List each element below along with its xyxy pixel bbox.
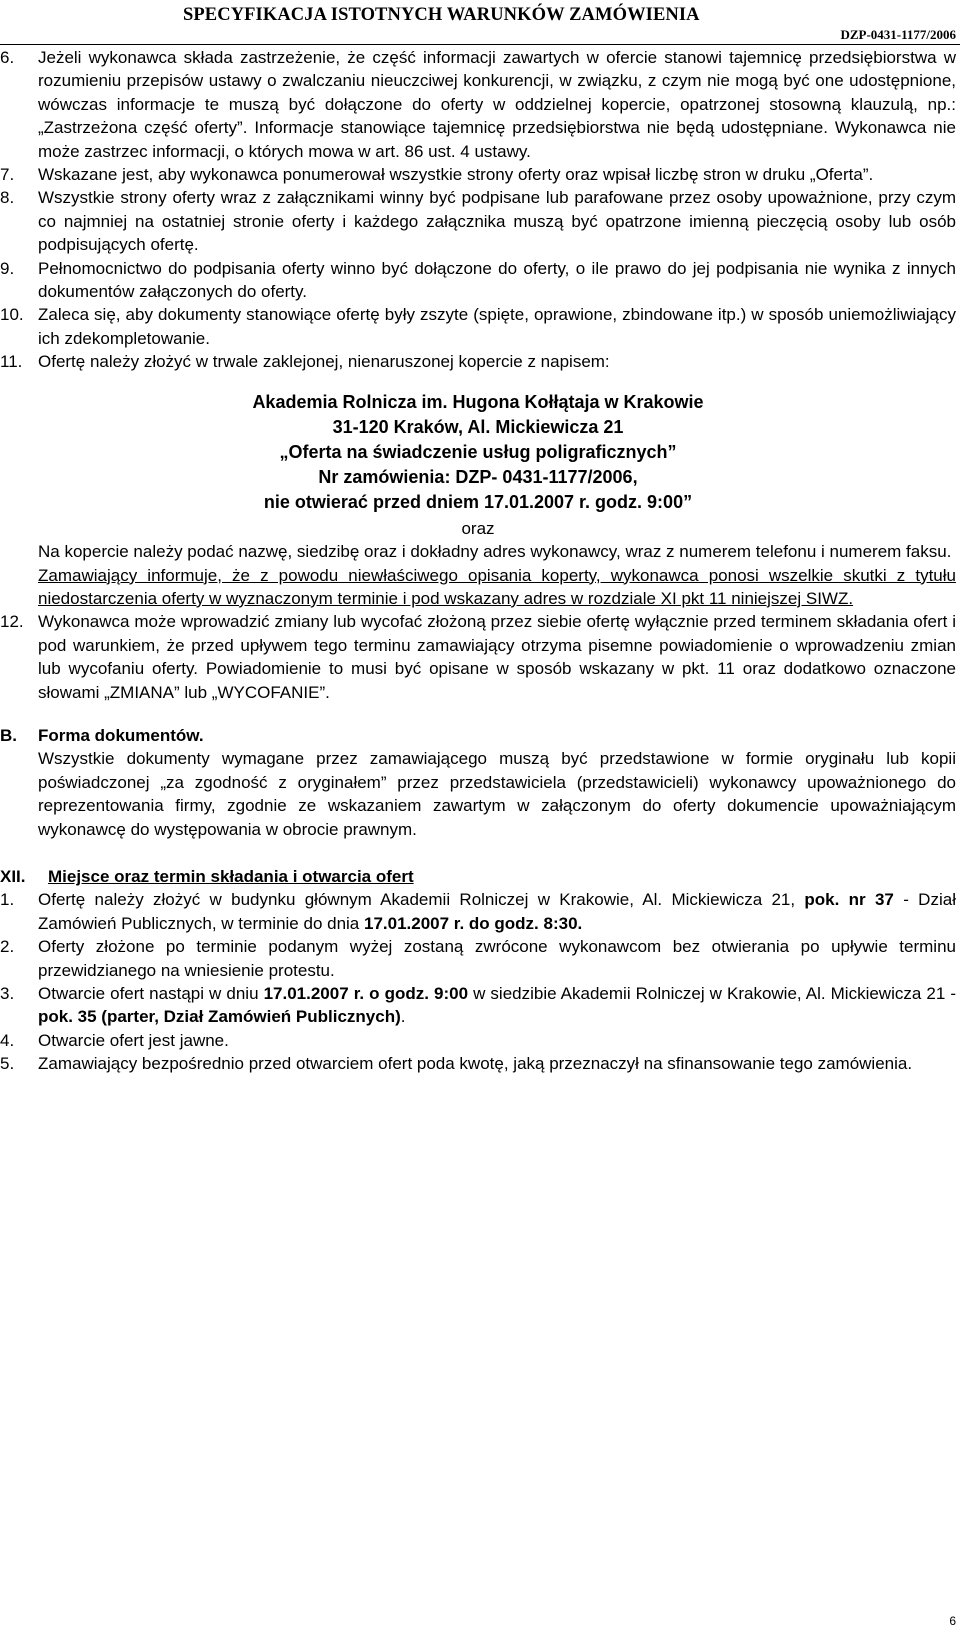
- item-text: Ofertę należy złożyć w budynku głównym Akademii Rolniczej w Krakowie, Al. Mickiewicza 21,: [38, 890, 805, 910]
- item-text: Otwarcie ofert jest jawne.: [38, 1030, 229, 1050]
- envelope-line-address: 31-120 Kraków, Al. Mickiewicza 21: [332, 416, 624, 437]
- list-item: [0, 46, 956, 163]
- item-number: 4.: [0, 1030, 15, 1050]
- item-text: Ofertę należy złożyć w trwale zaklejonej, nienaruszonej kopercie z napisem:: [38, 352, 610, 372]
- list-item: [0, 610, 956, 704]
- item-text: .: [400, 1007, 406, 1027]
- document-title: SPECYFIKACJA ISTOTNYCH WARUNKÓW ZAMÓWIENIA: [183, 5, 700, 25]
- item-number: 6.: [0, 48, 15, 67]
- section-title: Forma dokumentów.: [38, 725, 204, 745]
- item-number: 11.: [0, 352, 23, 372]
- item-number: 10.: [0, 305, 24, 325]
- section-number: XII.: [0, 866, 26, 886]
- envelope-note: Na kopercie należy podać nazwę, siedzibę oraz i dokładny adres wykonawcy, wraz z numerem telefonu i numerem faksu.: [38, 542, 952, 562]
- item-text: Wskazane jest, aby wykonawca ponumerował wszystkie strony oferty oraz wpisał liczbę stron w druku „Oferta”.: [38, 165, 874, 185]
- list-item: [0, 303, 956, 350]
- list-item: [0, 1029, 956, 1052]
- list-item: [0, 350, 956, 373]
- item-text: w siedzibie Akademii Rolniczej w Krakowie, Al. Mickiewicza 21 -: [468, 984, 956, 1003]
- item-number: 9.: [0, 258, 15, 278]
- page-header: [0, 0, 960, 40]
- list-item: [0, 1052, 956, 1075]
- list-item: [0, 935, 956, 982]
- section-title: Miejsce oraz termin składania i otwarcia ofert: [48, 866, 414, 886]
- item-text: Otwarcie ofert nastąpi w dniu: [38, 984, 264, 1003]
- item-number: 12.: [0, 612, 24, 632]
- item-text: Jeżeli wykonawca składa zastrzeżenie, że część informacji zawartych w ofercie stanowi tajemnicę przedsiębiorstwa w rozumieniu przepisów ustawy o zwalczaniu nieuczciwej konkurencji, w związku, z czym nie mogą być one udostępnione, wówczas informacje te muszą być dołączone do oferty w oddzielnej kopercie, opatrzonej stosowną klauzulą, np.: „Zastrzeżona część oferty”. Informacje stanowiące tajemnicę przedsiębiorstwa nie będą udostępniane. Wykonawca nie może zastrzec informacji, o których mowa w art. 86 ust. 4 ustawy.: [38, 48, 956, 161]
- item-text-bold: 17.01.2007 r. do godz. 8:30.: [363, 913, 583, 933]
- list-item: [0, 888, 956, 935]
- item-number: 2.: [0, 937, 15, 957]
- list-item: [0, 186, 956, 256]
- envelope-line-do-not-open: nie otwierać przed dniem 17.01.2007 r. godz. 9:00”: [263, 491, 693, 512]
- item-text: Wykonawca może wprowadzić zmiany lub wycofać złożoną przez siebie ofertę wyłącznie przed terminem składania ofert i pod warunkiem, że przed upływem tego terminu zamawiający otrzyma pisemne powiadomienie o wprowadzeniu zmian lub wycofaniu oferty. Powiadomienie to musi być opisane w sposób wskazany w pkt. 11 oraz dodatkowo oznaczone słowami „ZMIANA” lub „WYCOFANIE”.: [38, 612, 956, 702]
- envelope-label: [0, 390, 956, 515]
- section-number: B.: [0, 725, 17, 745]
- envelope-warning: Zamawiający informuje, że z powodu niewłaściwego opisania koperty, wykonawca ponosi wszelkie skutki z tytułu niedostarczenia oferty w wyznaczonym terminie i pod wskazany adres w rozdziale XI pkt 11 niniejszej SIWZ.: [38, 565, 956, 608]
- item-text-bold: 17.01.2007 r. o godz. 9:00: [263, 984, 469, 1003]
- item-text: Wszystkie strony oferty wraz z załącznikami winny być podpisane lub parafowane przez osoby upoważnione, przy czym co najmniej na ostatniej stronie oferty i każdego załącznika muszą być opatrzone imienną pieczęcią osoby lub osób podpisujących ofertę.: [38, 188, 956, 255]
- list-item: [0, 163, 956, 186]
- header-divider: [0, 44, 960, 45]
- section-xii: [0, 865, 956, 888]
- page-number: 6: [949, 1614, 956, 1628]
- envelope-line-subject: „Oferta na świadczenie usług poligraficznych”: [279, 441, 677, 462]
- list-item: [0, 257, 956, 304]
- item-number: 7.: [0, 165, 15, 185]
- item-text: Zaleca się, aby dokumenty stanowiące ofertę były zszyte (spięte, oprawione, zbindowane itp.) w sposób uniemożliwiający ich zdekompletowanie.: [38, 305, 956, 348]
- item-text-bold: pok. 35 (parter, Dział Zamówień Publicznych): [38, 1007, 401, 1027]
- item-text: - Dział Zamówień Publicznych, w terminie do dnia: [38, 890, 956, 933]
- item-number: 1.: [0, 890, 15, 910]
- section-text: Wszystkie dokumenty wymagane przez zamawiającego muszą być przedstawione w formie oryginału lub kopii poświadczonej „za zgodność z oryginałem” przez przedstawiciela (przedstawicieli) wykonawcy upoważnionego do reprezentowania firmy, zgodnie ze wskazaniem zawartym w załączonym do oferty dokumencie upoważniającym wykonawcę do występowania w obrocie prawnym.: [38, 749, 956, 839]
- item-number: 5.: [0, 1054, 15, 1074]
- item-text: Pełnomocnictwo do podpisania oferty winno być dołączone do oferty, o ile prawo do jej podpisania nie wynika z innych dokumentów załączonych do oferty.: [38, 258, 956, 302]
- list-item: [0, 982, 956, 1029]
- envelope-line-order-number: Nr zamówienia: DZP- 0431-1177/2006,: [318, 466, 638, 487]
- item-number: 3.: [0, 984, 15, 1003]
- item-number: 8.: [0, 188, 15, 208]
- envelope-oraz: oraz: [461, 518, 495, 538]
- document-code: DZP-0431-1177/2006: [840, 27, 956, 42]
- envelope-line-institution: Akademia Rolnicza im. Hugona Kołłątaja w Krakowie: [252, 391, 704, 412]
- document-body: [0, 46, 956, 1076]
- item-text-bold: pok. nr 37: [804, 890, 894, 910]
- section-b: [0, 724, 956, 841]
- item-text: Zamawiający bezpośrednio przed otwarciem ofert poda kwotę, jaką przeznaczył na sfinansowanie tego zamówienia.: [38, 1054, 913, 1074]
- item-text: Oferty złożone po terminie podanym wyżej zostaną zwrócone wykonawcom bez otwierania po upływie terminu przewidzianego na wniesienie protestu.: [38, 937, 956, 980]
